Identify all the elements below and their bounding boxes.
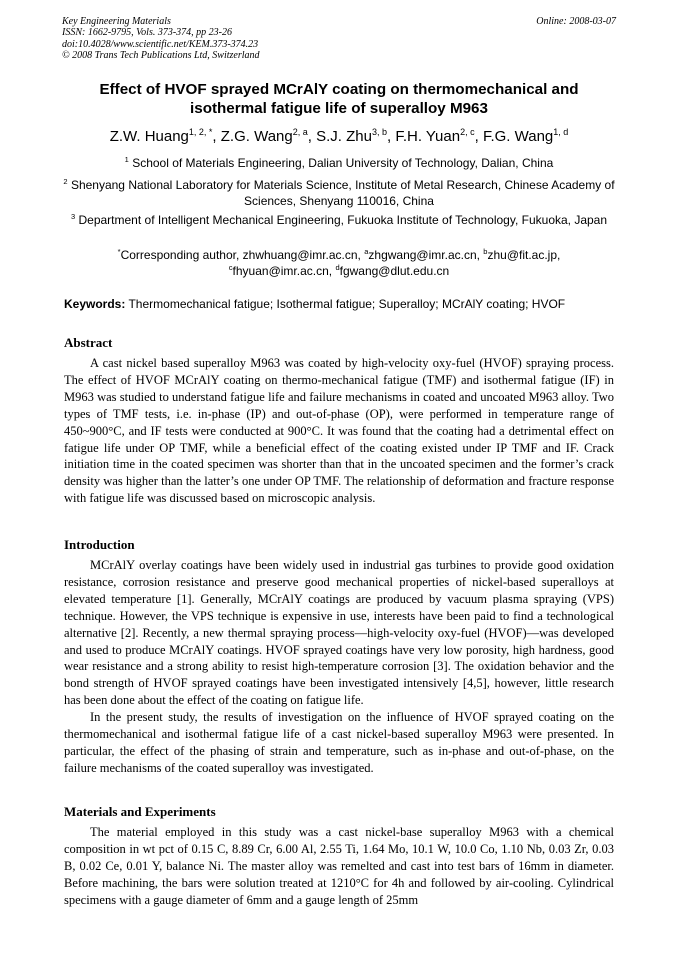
affiliation-sup: 1: [124, 155, 129, 164]
corr-sup: d: [335, 262, 340, 272]
author-sup: 2, a: [292, 127, 308, 137]
keywords-label: Keywords:: [64, 297, 126, 311]
abstract-paragraph: A cast nickel based superalloy M963 was coated by high-velocity oxy-fuel (HVOF) spraying process. The effect of HVOF MCrAlY coating on thermo-mechanical fatigue (TMF) and isothermal fatigue (IF) in M963 was studied to understand fatigue life and failure mechanisms in coated and uncoated M963 alloy. Two types of TMF tests, i.e. in-phase (IP) and out-of-phase (OP), were performed in temperature range of 450~900°C, and IF tests were conducted at 900°C. It was found that the coating had a detrimental effect on fatigue life under OP TMF, while a beneficial effect of the coating existed under IP TMF and IF. Crack initiation time in the coated specimen was shorter than that in the uncoated specimen and the former’s crack density was higher than the latter’s one under OP TMF. The relationship of deformation and fracture response with fatigue life was discussed based on microscopic analysis.: [64, 356, 614, 506]
keywords-text: Thermomechanical fatigue; Isothermal fatigue; Superalloy; MCrAlY coating; HVOF: [125, 297, 566, 311]
abstract-heading: Abstract: [64, 335, 113, 350]
keywords: [64, 297, 624, 312]
corr-sup: a: [364, 247, 369, 256]
correspondence: [60, 248, 618, 279]
author-name: S.J. Zhu: [316, 128, 372, 145]
corr-star: *: [117, 247, 121, 256]
affiliation-sup: 2: [63, 177, 68, 186]
affiliation-3: [60, 213, 618, 229]
doi-line: doi:10.4028/www.scientific.net/KEM.373-374.23: [62, 38, 259, 50]
materials-heading: Materials and Experiments: [64, 804, 216, 819]
author-sup: 3, b: [371, 127, 387, 137]
affiliation-2: [60, 178, 618, 209]
materials-body: [64, 824, 614, 909]
email-link[interactable]: zhu@fit.ac.jp,: [487, 248, 561, 262]
journal-name: Key Engineering Materials: [62, 16, 171, 27]
author-sup: 1, d: [553, 127, 569, 137]
corr-sup: b: [483, 247, 488, 256]
email-link[interactable]: zhgwang@imr.ac.cn,: [368, 248, 484, 262]
abstract-body: [64, 355, 614, 507]
corr-lead: Corresponding author, zhwhuang@imr.ac.cn,: [120, 248, 365, 262]
introduction-body: [64, 557, 614, 777]
author-list: Z.W. Huang$^{1, 2, *}$, Z.G. Wang$^{2, a}$, S.J. Zhu$^{3, b}$, F.H. Yuan$^{2, c}$, F.G. Wang$^{1, d}$: [109, 127, 569, 145]
affiliation-1: [60, 156, 618, 172]
issn-line: ISSN: 1662-9795, Vols. 373-374, pp 23-26: [62, 27, 232, 39]
online-date: Online: 2008-03-07: [536, 16, 616, 27]
copyright-line: © 2008 Trans Tech Publications Ltd, Switzerland: [62, 50, 260, 62]
author-name: Z.W. Huang: [109, 128, 189, 145]
introduction-heading: Introduction: [64, 537, 135, 552]
intro-paragraph-1: MCrAlY overlay coatings have been widely used in industrial gas turbines to provide good oxidation resistance, corrosion resistance and preserve good mechanical properties of nickel-based superalloys at elevated temperature [1]. Generally, MCrAlY coatings are produced by vacuum plasma spraying (VPS) technique. However, the VPS technique is expensive in use, interests have been paid to find a technological alternative [2]. Recently, a new thermal spraying process—high-velocity oxy-fuel (HVOF)—was developed and used to produce MCrAlY coatings. HVOF sprayed coatings have very low porosity, high hardness, good wear resistance and a strong ability to resist high-temperature corrosion [3]. The oxidation behavior and the bond strength of HVOF sprayed coatings have been investigated intensively [4,5], however, little research has been done about the effect of the coating on fatigue life.: [64, 558, 614, 708]
author-sup: 1, 2, *: [188, 127, 213, 137]
affiliation-sup: 3: [70, 212, 76, 221]
affiliation-text: Department of Intelligent Mechanical Engineering, Fukuoka Institute of Technology, Fukuoka, Japan: [78, 213, 608, 227]
materials-paragraph-1: The material employed in this study was a cast nickel-base superalloy M963 with a chemical composition in wt pct of 0.15 C, 8.89 Cr, 6.00 Al, 2.55 Ti, 1.64 Mo, 10.1 W, 10.0 Co, 1.10 Nb, 0.03 Zr, 0.03 B, 0.02 Ce, 0.01 Y, balance Ni. The master alloy was remelted and cast into test bars of 16mm in diameter. Before machining, the bars were solution treated at 1210°C for 4h and followed by air-cooling. Cylindrical specimens with a gauge diameter of 6mm and a gauge length of 25mm: [64, 825, 614, 907]
affiliation-text: School of Materials Engineering, Dalian University of Technology, Dalian, China: [132, 156, 554, 170]
author-name: Z.G. Wang: [220, 128, 293, 145]
intro-paragraph-2: In the present study, the results of investigation on the influence of HVOF sprayed coating on the thermomechanical and isothermal fatigue life of a cast nickel-based superalloy M963 were presented. In particular, the effect of the phasing of strain and temperature, such as in-phase and out-of-phase, on the failure mechanisms of the coated superalloy was investigated.: [64, 710, 614, 775]
author-name: F.H. Yuan: [395, 128, 461, 145]
email-link[interactable]: fgwang@dlut.edu.cn: [339, 263, 450, 278]
paper-title: Effect of HVOF sprayed MCrAlY coating on thermomechanical and isothermal fatigue life of superalloy M963: [99, 81, 579, 117]
journal-header: [62, 16, 260, 62]
email-link[interactable]: fhyuan@imr.ac.cn,: [232, 263, 336, 278]
author-name: F.G. Wang: [482, 128, 554, 145]
author-sup: 2, c: [460, 127, 475, 137]
corr-sup: c: [228, 262, 233, 272]
affiliation-text: Shenyang National Laboratory for Materials Science, Institute of Metal Research, Chinese Academy of Sciences, Shenyang 110016, China: [70, 178, 615, 208]
